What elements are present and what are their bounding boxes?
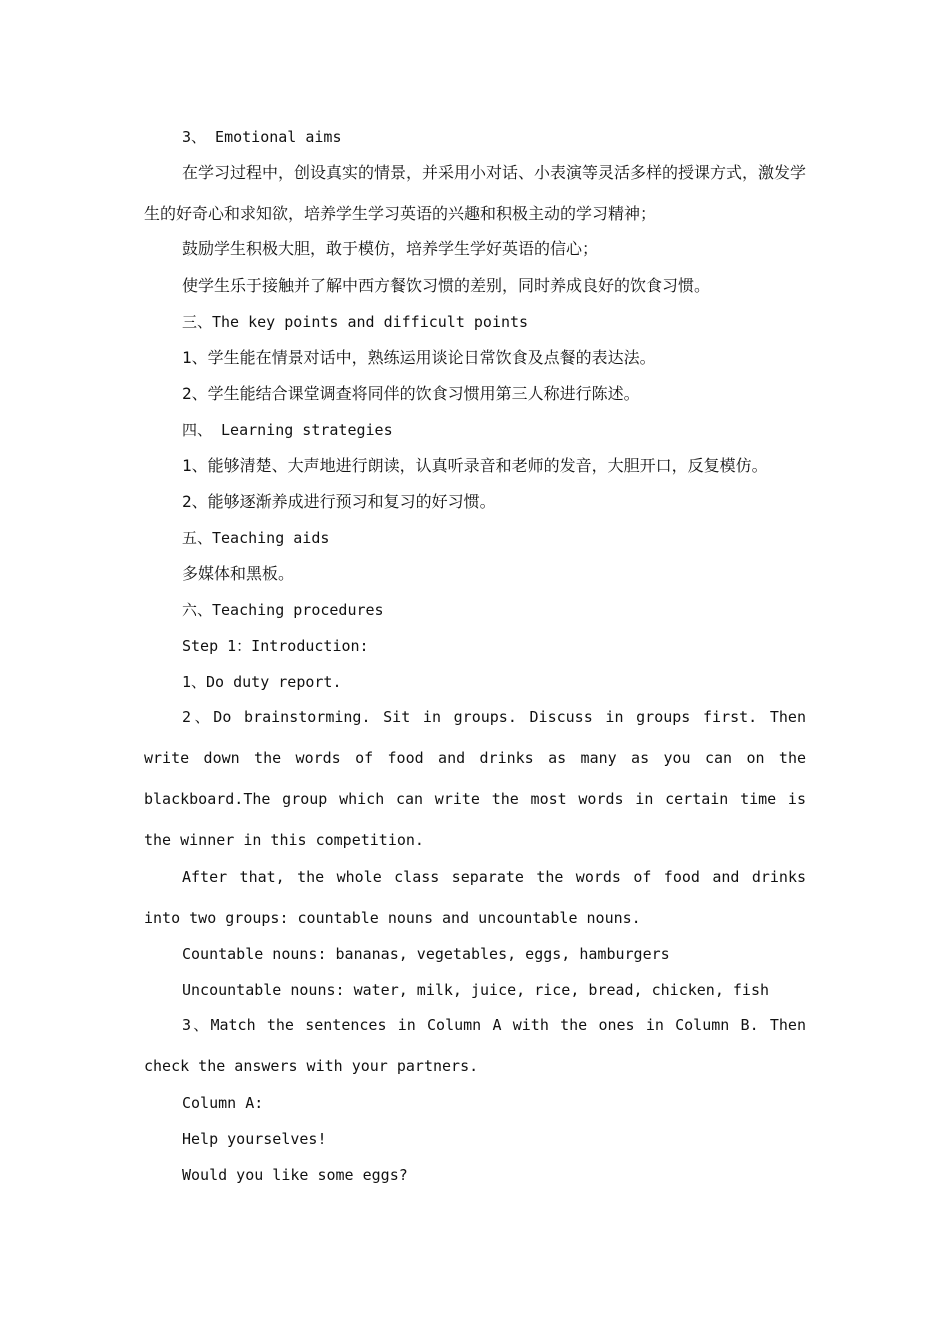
paragraph-after-that: After that, the whole class separate the words of food and drinks into two groups: countable nouns and uncountable nouns. (144, 868, 806, 927)
heading-learning-strategies: 四、 Learning strategies (182, 421, 393, 439)
text-line: Help yourselves! (182, 1130, 327, 1148)
text-line: 多媒体和黑板。 (182, 564, 295, 583)
text-line: 鼓励学生积极大胆，敢于模仿，培养学生学好英语的信心； (182, 239, 599, 258)
paragraph-emotional-aims: 在学习过程中，创设真实的情景，并采用小对话、小表演等灵活多样的授课方式，激发学生的好奇心和求知欲，培养学生学习英语的兴趣和积极主动的学习精神； (144, 163, 807, 223)
text-line: Countable nouns: bananas, vegetables, eggs, hamburgers (182, 945, 670, 963)
paragraph-brainstorming: 2、Do brainstorming. Sit in groups. Discuss in groups first. Then write down the words of food and drinks as many as you can on the blackboard.The group which can write the most words in certain time is the winner in this competition. (144, 708, 806, 849)
text-line: 2、能够逐渐养成进行预习和复习的好习惯。 (182, 492, 496, 511)
text-line: 1、学生能在情景对话中，熟练运用谈论日常饮食及点餐的表达法。 (182, 348, 656, 367)
heading-teaching-procedures: 六、Teaching procedures (182, 601, 384, 619)
paragraph-match-sentences: 3、Match the sentences in Column A with the ones in Column B. Then check the answers with your partners. (144, 1016, 806, 1075)
text-line: Column A: (182, 1094, 264, 1112)
heading-key-points: 三、The key points and difficult points (182, 313, 529, 331)
text-line: Uncountable nouns: water, milk, juice, rice, bread, chicken, fish (182, 981, 769, 999)
text-line: 1、Do duty report. (182, 673, 342, 691)
text-line: 1、能够清楚、大声地进行朗读，认真听录音和老师的发音，大胆开口，反复模仿。 (182, 456, 768, 475)
heading-step-1: Step 1：Introduction: (182, 637, 369, 655)
text-line: 使学生乐于接触并了解中西方餐饮习惯的差别，同时养成良好的饮食习惯。 (182, 276, 711, 295)
heading-emotional-aims: 3、 Emotional aims (182, 128, 342, 146)
text-line: 2、学生能结合课堂调查将同伴的饮食习惯用第三人称进行陈述。 (182, 384, 640, 403)
text-line: Would you like some eggs? (182, 1166, 408, 1184)
heading-teaching-aids: 五、Teaching aids (182, 529, 330, 547)
